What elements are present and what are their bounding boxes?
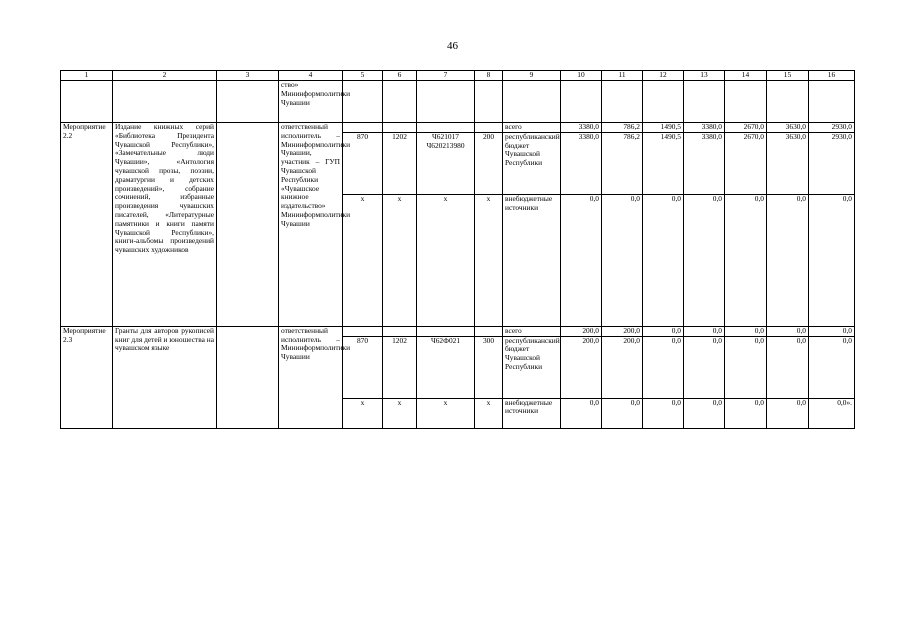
funding-source: всего <box>503 326 561 336</box>
value-cell: 0,0 <box>767 194 809 326</box>
value-cell: 0,0 <box>725 326 767 336</box>
value-cell: 0,0 <box>725 194 767 326</box>
value-cell: 2670,0 <box>725 123 767 133</box>
value-cell: 0,0 <box>684 194 725 326</box>
column-header: 13 <box>684 71 725 81</box>
value-cell: 200,0 <box>602 336 643 398</box>
x-cell: x <box>383 194 417 326</box>
activity-name: Мероприятие 2.3 <box>61 326 113 428</box>
funding-source: республиканский бюджет Чувашской Республики <box>503 336 561 398</box>
value-cell: 0,0 <box>602 398 643 428</box>
value-cell: 2930,0 <box>809 123 855 133</box>
value-cell: 2670,0 <box>725 132 767 194</box>
responsible-cell: ство» Мининформполитики Чувашии <box>279 81 343 123</box>
value-cell: 786,2 <box>602 123 643 133</box>
column-header: 4 <box>279 71 343 81</box>
value-cell: 1490,5 <box>643 132 684 194</box>
budget-table <box>60 70 855 429</box>
activity-title: Гранты для авторов рукописей книг для детей и юношества на чувашском языке <box>113 326 217 428</box>
value-cell: 3630,0 <box>767 132 809 194</box>
code-cell: Ч621017 Ч620213980 <box>417 132 475 194</box>
column-header: 11 <box>602 71 643 81</box>
funding-source: республиканский бюджет Чувашской Республики <box>503 132 561 194</box>
value-cell: 0,0 <box>767 398 809 428</box>
value-cell: 0,0 <box>809 336 855 398</box>
x-cell: x <box>475 194 503 326</box>
column-header: 3 <box>217 71 279 81</box>
column-header: 8 <box>475 71 503 81</box>
value-cell: 3630,0 <box>767 123 809 133</box>
x-cell: x <box>417 194 475 326</box>
code-cell: 1202 <box>383 336 417 398</box>
value-cell: 2930,0 <box>809 132 855 194</box>
table-row <box>61 123 855 133</box>
column-header: 6 <box>383 71 417 81</box>
value-cell: 3380,0 <box>684 132 725 194</box>
value-cell: 0,0 <box>602 194 643 326</box>
code-cell: 870 <box>343 336 383 398</box>
value-cell: 3380,0 <box>561 123 602 133</box>
x-cell: x <box>343 194 383 326</box>
value-cell: 786,2 <box>602 132 643 194</box>
value-cell: 1490,5 <box>643 123 684 133</box>
value-cell: 0,0 <box>725 336 767 398</box>
value-cell: 3380,0 <box>561 132 602 194</box>
value-cell: 0,0 <box>684 336 725 398</box>
activity-name: Мероприятие 2.2 <box>61 123 113 327</box>
x-cell: x <box>475 398 503 428</box>
code-cell: 300 <box>475 336 503 398</box>
table-row <box>61 326 855 336</box>
value-cell: 0,0 <box>643 398 684 428</box>
column-header: 10 <box>561 71 602 81</box>
code-cell: Ч62Ф021 <box>417 336 475 398</box>
value-cell: 0,0 <box>561 398 602 428</box>
column-header: 15 <box>767 71 809 81</box>
value-cell: 0,0 <box>643 326 684 336</box>
table-row <box>61 81 855 123</box>
value-cell: 0,0 <box>725 398 767 428</box>
funding-source: внебюджетные источники <box>503 194 561 326</box>
responsible-cell: ответственный исполнитель – Мининформполитики Чувашии <box>279 326 343 428</box>
funding-source: внебюджетные источники <box>503 398 561 428</box>
column-header: 1 <box>61 71 113 81</box>
value-cell: 0,0 <box>643 194 684 326</box>
value-cell: 0,0». <box>809 398 855 428</box>
column-header: 2 <box>113 71 217 81</box>
value-cell: 0,0 <box>809 326 855 336</box>
value-cell: 200,0 <box>602 326 643 336</box>
code-cell: 200 <box>475 132 503 194</box>
value-cell: 0,0 <box>561 194 602 326</box>
column-header: 14 <box>725 71 767 81</box>
code-cell: 870 <box>343 132 383 194</box>
table-header-row <box>61 71 855 81</box>
column-header: 16 <box>809 71 855 81</box>
x-cell: x <box>343 398 383 428</box>
page-number: 46 <box>447 40 458 52</box>
code-cell: 1202 <box>383 132 417 194</box>
value-cell: 200,0 <box>561 336 602 398</box>
value-cell: 0,0 <box>684 398 725 428</box>
x-cell: x <box>383 398 417 428</box>
x-cell: x <box>417 398 475 428</box>
value-cell: 0,0 <box>767 326 809 336</box>
column-header: 5 <box>343 71 383 81</box>
value-cell: 0,0 <box>643 336 684 398</box>
value-cell: 0,0 <box>767 336 809 398</box>
value-cell: 200,0 <box>561 326 602 336</box>
column-header: 12 <box>643 71 684 81</box>
column-header: 7 <box>417 71 475 81</box>
column-header: 9 <box>503 71 561 81</box>
responsible-cell: ответственный исполнитель – Мининформполитики Чувашии, участник – ГУП Чувашской Республики «Чувашское книжное издательство» Мининформполитики Чувашии <box>279 123 343 327</box>
value-cell: 3380,0 <box>684 123 725 133</box>
funding-source: всего <box>503 123 561 133</box>
activity-title: Издание книжных серий «Библиотека Президента Чувашской Республики», «Замечательные люди Чувашии», «Антология чувашской прозы, поэзии, драматургии и детских произведений», собрание сочинений, избранные произведения чувашских писателей, «Литературные памятники и книги памяти Чувашской Республики», книги-альбомы произведений чувашских художников <box>113 123 217 327</box>
value-cell: 0,0 <box>809 194 855 326</box>
value-cell: 0,0 <box>684 326 725 336</box>
